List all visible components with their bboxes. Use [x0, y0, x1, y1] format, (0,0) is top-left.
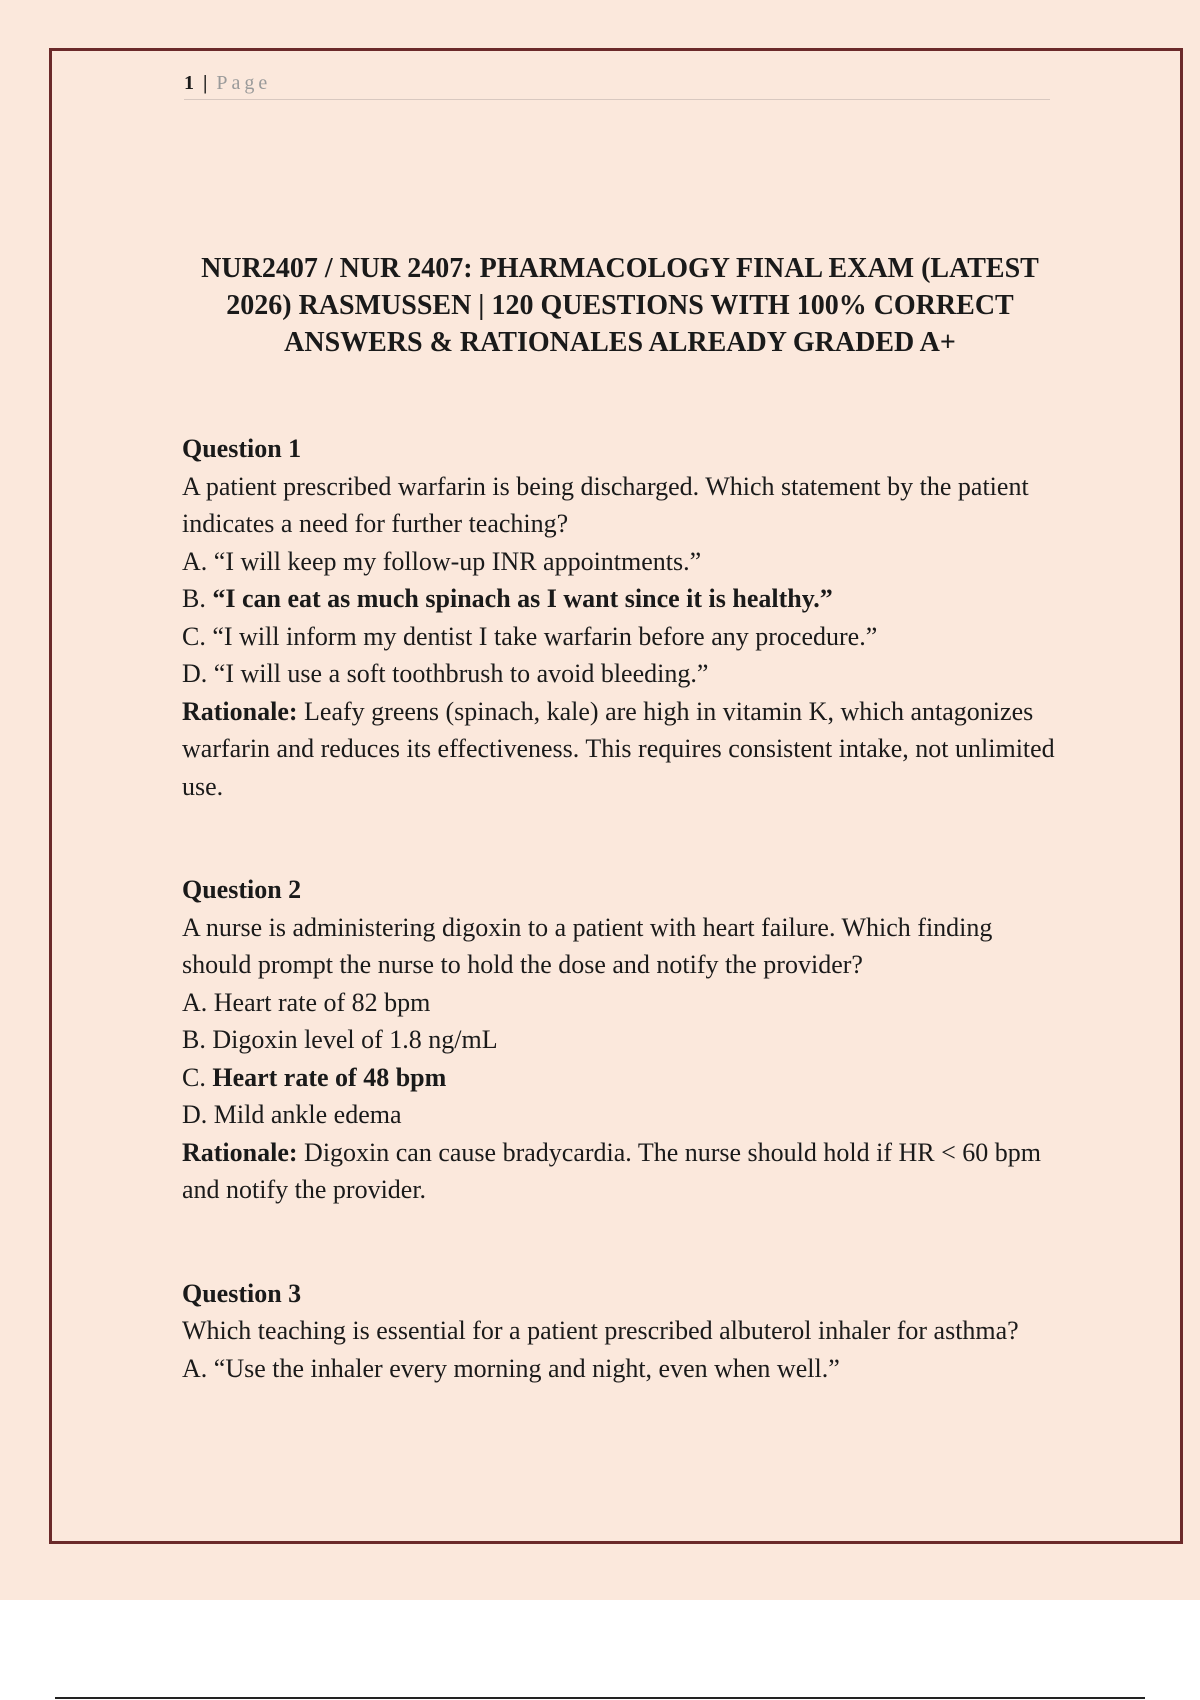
option-prefix: A.	[182, 987, 214, 1017]
question-heading: Question 3	[182, 1278, 302, 1308]
option-text: Heart rate of 82 bpm	[213, 987, 431, 1017]
question-block	[182, 1275, 1062, 1388]
option-prefix: D.	[182, 659, 214, 688]
option-text: “Use the inhaler every morning and night, even when well.”	[213, 1353, 840, 1383]
page-number: 1	[184, 72, 195, 94]
question-heading: Question 1	[182, 434, 302, 463]
option-prefix: C.	[182, 621, 213, 651]
question-heading: Question 2	[182, 875, 302, 904]
header-separator: |	[203, 72, 209, 94]
question-block	[182, 871, 1062, 1209]
answer-option-correct	[182, 1059, 1062, 1097]
answer-option	[182, 543, 1062, 581]
option-prefix: A.	[182, 546, 214, 576]
rationale-text: Leafy greens (spinach, kale) are high in vitamin K, which antagonizes warfarin and reduces its effectiveness. This requires consistent intake, not unlimited use.	[182, 696, 1055, 801]
option-prefix: A.	[182, 1353, 214, 1383]
rationale-text: Digoxin can cause bradycardia. The nurse should hold if HR < 60 bpm and notify the provider.	[182, 1137, 1042, 1204]
option-text: “I will keep my follow-up INR appointments.”	[213, 546, 702, 576]
option-prefix: D.	[182, 1100, 214, 1129]
option-text: “I will use a soft toothbrush to avoid bleeding.”	[213, 659, 709, 688]
question-text: A patient prescribed warfarin is being discharged. Which statement by the patient indicates a need for further teaching?	[182, 471, 1029, 538]
page-label: Page	[216, 72, 272, 94]
answer-option	[182, 1096, 1062, 1134]
option-prefix: B.	[182, 1025, 213, 1054]
question-text: A nurse is administering digoxin to a patient with heart failure. Which finding should prompt the nurse to hold the dose and notify the provider?	[182, 912, 993, 979]
answer-option	[182, 1021, 1062, 1059]
answer-option	[182, 1350, 1062, 1388]
question-block	[182, 430, 1062, 805]
answer-option	[182, 984, 1062, 1022]
answer-option-correct	[182, 580, 1062, 618]
page-header	[184, 72, 1050, 100]
option-text: Digoxin level of 1.8 ng/mL	[212, 1025, 498, 1054]
document-title: NUR2407 / NUR 2407: PHARMACOLOGY FINAL EXAM (LATEST 2026) RASMUSSEN | 120 QUESTIONS WITH 100% CORRECT ANSWERS & RATIONALES ALREADY GRADED A+	[201, 253, 1039, 358]
rationale	[182, 1134, 1062, 1209]
option-text: “I will inform my dentist I take warfarin before any procedure.”	[212, 621, 878, 651]
footer-divider	[55, 1697, 1145, 1699]
option-prefix: B.	[182, 584, 213, 613]
rationale	[182, 693, 1062, 806]
question-text: Which teaching is essential for a patient prescribed albuterol inhaler for asthma?	[182, 1316, 1019, 1345]
option-prefix: C.	[182, 1062, 213, 1092]
option-text: Mild ankle edema	[213, 1100, 402, 1129]
rationale-label: Rationale:	[182, 1137, 298, 1167]
answer-option	[182, 618, 1062, 656]
question-list	[182, 430, 1062, 1453]
rationale-label: Rationale:	[182, 696, 298, 726]
option-text: Heart rate of 48 bpm	[212, 1062, 447, 1092]
option-text: “I can eat as much spinach as I want since it is healthy.”	[212, 584, 833, 613]
answer-option	[182, 655, 1062, 693]
